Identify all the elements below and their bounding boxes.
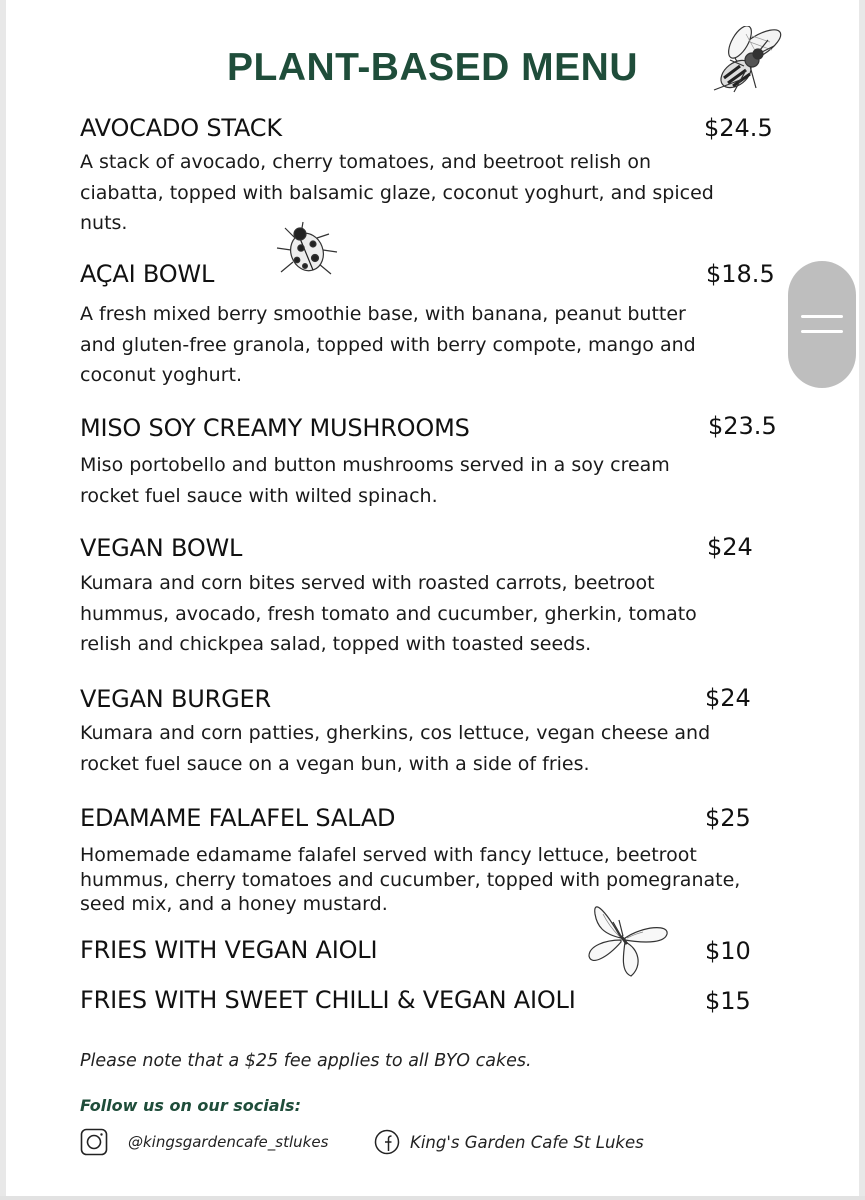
- menu-handle-icon[interactable]: [788, 261, 856, 388]
- menu-item-description: A stack of avocado, cherry tomatoes, and beetroot relish on ciabatta, topped with balsamic glaze, coconut yoghurt, and spiced nuts.: [80, 151, 714, 234]
- menu-item-name: EDAMAME FALAFEL SALAD: [80, 804, 396, 832]
- menu-item-price: $25: [705, 804, 751, 832]
- menu-item-name: AÇAI BOWL: [80, 260, 215, 288]
- menu-item-name: VEGAN BURGER: [80, 685, 271, 713]
- menu-item-description: Homemade edamame falafel served with fancy lettuce, beetroot hummus, cherry tomatoes and cucumber, topped with pomegranate, seed mix, and a honey mustard.: [80, 844, 741, 915]
- menu-item-description: Miso portobello and button mushrooms served in a soy cream rocket fuel sauce with wilted spinach.: [80, 454, 670, 507]
- handle-line: [801, 315, 843, 318]
- menu-item-price: $10: [705, 937, 751, 965]
- menu-item-price: $23.5: [708, 412, 777, 440]
- menu-item-name: FRIES WITH VEGAN AIOLI: [80, 936, 378, 964]
- menu-item-price: $24: [707, 533, 753, 561]
- instagram-link[interactable]: [80, 1128, 328, 1156]
- menu-item-price: $24.5: [704, 114, 773, 142]
- menu-item-name: MISO SOY CREAMY MUSHROOMS: [80, 414, 470, 442]
- instagram-handle: @kingsgardencafe_stlukes: [128, 1133, 329, 1151]
- page-edge-right: [859, 0, 865, 1200]
- byo-cake-note: Please note that a $25 fee applies to all BYO cakes.: [80, 1051, 532, 1071]
- menu-item-description: Kumara and corn bites served with roasted carrots, beetroot hummus, avocado, fresh tomato and cucumber, gherkin, tomato relish and chickpea salad, topped with toasted seeds.: [80, 572, 697, 655]
- page-edge-left: [0, 0, 6, 1200]
- menu-item-name: VEGAN BOWL: [80, 534, 243, 562]
- facebook-icon: [374, 1129, 400, 1155]
- handle-line: [801, 330, 843, 333]
- menu-item-description: A fresh mixed berry smoothie base, with banana, peanut butter and gluten-free granola, topped with berry compote, mango and coconut yoghurt.: [80, 303, 696, 386]
- menu-item-description: Kumara and corn patties, gherkins, cos lettuce, vegan cheese and rocket fuel sauce on a vegan bun, with a side of fries.: [80, 722, 711, 775]
- menu-item-price: $15: [705, 987, 751, 1015]
- instagram-icon: [80, 1128, 108, 1156]
- menu-title: PLANT-BASED MENU: [226, 46, 638, 89]
- facebook-page-name: King's Garden Cafe St Lukes: [410, 1132, 644, 1152]
- bee-icon: [700, 26, 788, 102]
- page-edge-bottom: [0, 1196, 865, 1200]
- facebook-link[interactable]: [374, 1128, 644, 1156]
- menu-item-price: $18.5: [706, 260, 775, 288]
- socials-heading: Follow us on our socials:: [80, 1096, 301, 1115]
- menu-item-name: AVOCADO STACK: [80, 114, 282, 142]
- menu-item-price: $24: [705, 684, 751, 712]
- menu-item-name: FRIES WITH SWEET CHILLI & VEGAN AIOLI: [80, 986, 576, 1014]
